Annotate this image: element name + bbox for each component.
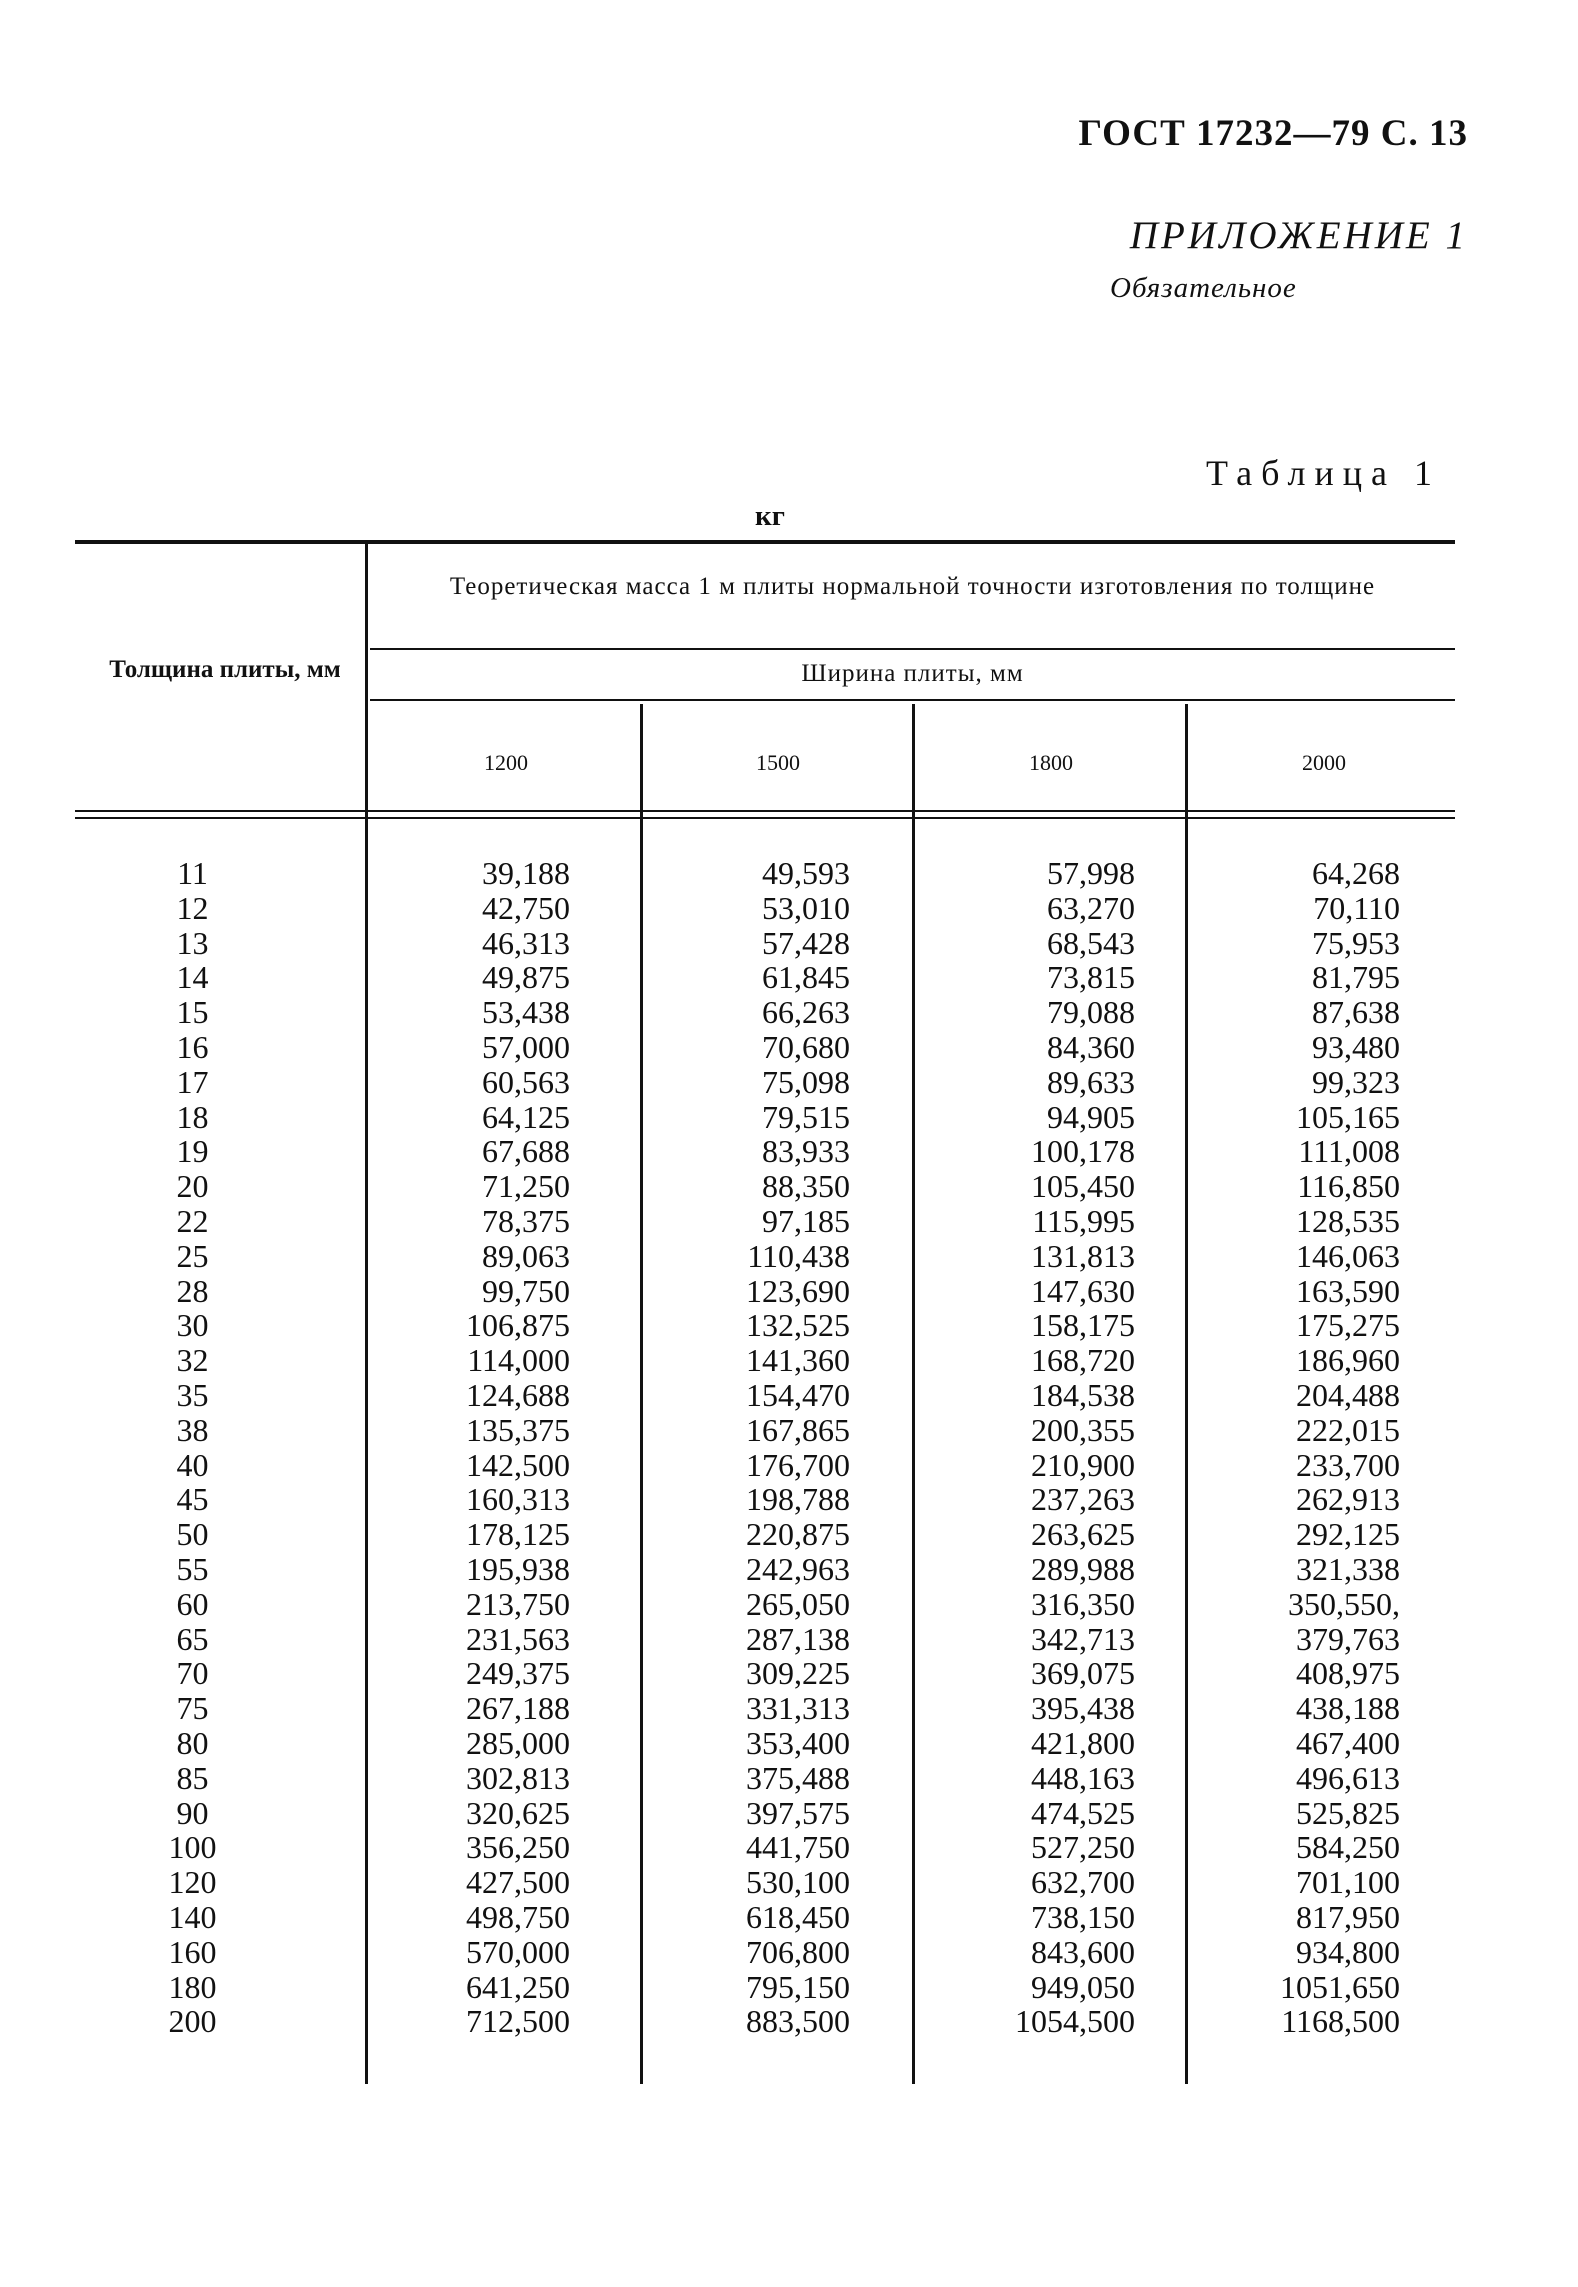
mass-cell: 331,313 — [746, 1690, 850, 1727]
thickness-cell: 18 — [176, 1098, 209, 1135]
thickness-cell: 25 — [176, 1237, 209, 1274]
mass-cell: 79,515 — [762, 1098, 850, 1135]
mass-cell: 1054,500 — [1015, 2003, 1135, 2040]
mass-cell: 204,488 — [1296, 1376, 1400, 1413]
thickness-cell: 180 — [168, 1968, 217, 2005]
mass-column-1200 — [370, 856, 570, 2039]
mass-cell: 158,175 — [1031, 1307, 1135, 1344]
mass-cell: 408,975 — [1296, 1655, 1400, 1692]
thickness-cell: 35 — [176, 1376, 209, 1413]
appendix-note: Обязательное — [1110, 272, 1297, 304]
mass-cell: 474,525 — [1031, 1794, 1135, 1831]
width-1200: 1200 — [484, 750, 528, 775]
mass-cell: 795,150 — [746, 1968, 850, 2005]
mass-cell: 42,750 — [482, 889, 570, 926]
mass-cell: 641,250 — [466, 1968, 570, 2005]
mass-cell: 147,630 — [1031, 1272, 1135, 1309]
mass-cell: 584,250 — [1296, 1829, 1400, 1866]
mass-cell: 61,845 — [762, 959, 850, 996]
mass-cell: 131,813 — [1031, 1237, 1135, 1274]
header-bottom-rule-2 — [75, 817, 1455, 819]
mass-cell: 949,050 — [1031, 1968, 1135, 2005]
thickness-cell: 32 — [176, 1342, 209, 1379]
mass-cell: 78,375 — [482, 1202, 570, 1239]
table-unit: кг — [755, 500, 785, 532]
thickness-cell: 100 — [168, 1829, 217, 1866]
mass-cell: 738,150 — [1031, 1898, 1135, 1935]
mass-cell: 57,000 — [482, 1028, 570, 1065]
mass-cell: 527,250 — [1031, 1829, 1135, 1866]
width-2000: 2000 — [1302, 750, 1346, 775]
mass-cell: 525,825 — [1296, 1794, 1400, 1831]
mass-cell: 84,360 — [1047, 1028, 1135, 1065]
mass-cell: 285,000 — [466, 1724, 570, 1761]
mass-cell: 83,933 — [762, 1133, 850, 1170]
group-header-rule — [370, 648, 1455, 650]
mass-cell: 289,988 — [1031, 1550, 1135, 1587]
mass-cell: 105,165 — [1296, 1098, 1400, 1135]
mass-cell: 1051,650 — [1280, 1968, 1400, 2005]
column-divider — [365, 544, 368, 2084]
mass-cell: 496,613 — [1296, 1759, 1400, 1796]
mass-cell: 67,688 — [482, 1133, 570, 1170]
thickness-cell: 65 — [176, 1620, 209, 1657]
mass-cell: 168,720 — [1031, 1342, 1135, 1379]
mass-cell: 441,750 — [746, 1829, 850, 1866]
thickness-cell: 12 — [176, 889, 209, 926]
mass-cell: 395,438 — [1031, 1690, 1135, 1727]
thickness-cell: 16 — [176, 1028, 209, 1065]
mass-cell: 100,178 — [1031, 1133, 1135, 1170]
thickness-cell: 17 — [176, 1063, 209, 1100]
mass-cell: 167,865 — [746, 1411, 850, 1448]
mass-cell: 632,700 — [1031, 1864, 1135, 1901]
mass-cell: 132,525 — [746, 1307, 850, 1344]
mass-cell: 198,788 — [746, 1481, 850, 1518]
mass-cell: 105,450 — [1031, 1168, 1135, 1205]
mass-cell: 57,998 — [1047, 855, 1135, 891]
thickness-column — [130, 856, 255, 2039]
mass-cell: 75,098 — [762, 1063, 850, 1100]
mass-cell: 1168,500 — [1281, 2003, 1400, 2040]
thickness-cell: 80 — [176, 1724, 209, 1761]
mass-cell: 320,625 — [466, 1794, 570, 1831]
mass-cell: 63,270 — [1047, 889, 1135, 926]
thickness-cell: 90 — [176, 1794, 209, 1831]
mass-cell: 66,263 — [762, 994, 850, 1031]
mass-cell: 397,575 — [746, 1794, 850, 1831]
mass-cell: 178,125 — [466, 1516, 570, 1553]
thickness-cell: 200 — [168, 2003, 217, 2040]
thickness-cell: 28 — [176, 1272, 209, 1309]
mass-cell: 64,125 — [482, 1098, 570, 1135]
thickness-cell: 75 — [176, 1690, 209, 1727]
mass-cell: 262,913 — [1296, 1481, 1400, 1518]
width-header: Ширина плиты, мм — [801, 660, 1024, 687]
mass-cell: 350,550, — [1288, 1585, 1400, 1622]
mass-cell: 379,763 — [1296, 1620, 1400, 1657]
column-divider — [640, 704, 643, 2084]
mass-column-1800 — [935, 856, 1135, 2039]
mass-cell: 64,268 — [1312, 855, 1400, 891]
thickness-cell: 14 — [176, 959, 209, 996]
mass-cell: 89,633 — [1047, 1063, 1135, 1100]
mass-cell: 200,355 — [1031, 1411, 1135, 1448]
mass-cell: 843,600 — [1031, 1933, 1135, 1970]
mass-cell: 142,500 — [466, 1446, 570, 1483]
thickness-cell: 20 — [176, 1168, 209, 1205]
width-1800: 1800 — [1029, 750, 1073, 775]
mass-cell: 195,938 — [466, 1550, 570, 1587]
mass-cell: 184,538 — [1031, 1376, 1135, 1413]
thickness-cell: 160 — [168, 1933, 217, 1970]
mass-cell: 213,750 — [466, 1585, 570, 1622]
mass-cell: 712,500 — [466, 2003, 570, 2040]
mass-cell: 175,275 — [1296, 1307, 1400, 1344]
mass-cell: 498,750 — [466, 1898, 570, 1935]
mass-cell: 267,188 — [466, 1690, 570, 1727]
mass-cell: 81,795 — [1312, 959, 1400, 996]
mass-cell: 701,100 — [1296, 1864, 1400, 1901]
mass-cell: 934,800 — [1296, 1933, 1400, 1970]
mass-cell: 222,015 — [1296, 1411, 1400, 1448]
row-header: Толщина плиты, мм — [109, 656, 341, 683]
mass-cell: 116,850 — [1297, 1168, 1400, 1205]
mass-cell: 75,953 — [1312, 924, 1400, 961]
page-header: ГОСТ 17232—79 С. 13 — [1078, 113, 1468, 154]
mass-cell: 89,063 — [482, 1237, 570, 1274]
mass-cell: 883,500 — [746, 2003, 850, 2040]
mass-cell: 176,700 — [746, 1446, 850, 1483]
width-1500: 1500 — [756, 750, 800, 775]
mass-cell: 448,163 — [1031, 1759, 1135, 1796]
mass-cell: 124,688 — [466, 1376, 570, 1413]
mass-cell: 302,813 — [466, 1759, 570, 1796]
mass-cell: 97,185 — [762, 1202, 850, 1239]
thickness-cell: 11 — [177, 855, 208, 891]
mass-cell: 53,010 — [762, 889, 850, 926]
header-bottom-rule-1 — [75, 810, 1455, 812]
mass-cell: 220,875 — [746, 1516, 850, 1553]
mass-cell: 46,313 — [482, 924, 570, 961]
thickness-cell: 19 — [176, 1133, 209, 1170]
column-divider — [912, 704, 915, 2084]
mass-cell: 160,313 — [466, 1481, 570, 1518]
mass-cell: 263,625 — [1031, 1516, 1135, 1553]
mass-cell: 237,263 — [1031, 1481, 1135, 1518]
mass-cell: 287,138 — [746, 1620, 850, 1657]
mass-cell: 438,188 — [1296, 1690, 1400, 1727]
mass-cell: 309,225 — [746, 1655, 850, 1692]
mass-cell: 249,375 — [466, 1655, 570, 1692]
mass-cell: 128,535 — [1296, 1202, 1400, 1239]
column-divider — [1185, 704, 1188, 2084]
mass-cell: 163,590 — [1296, 1272, 1400, 1309]
mass-cell: 210,900 — [1031, 1446, 1135, 1483]
mass-cell: 71,250 — [482, 1168, 570, 1205]
thickness-cell: 40 — [176, 1446, 209, 1483]
mass-cell: 570,000 — [466, 1933, 570, 1970]
mass-cell: 427,500 — [466, 1864, 570, 1901]
mass-cell: 233,700 — [1296, 1446, 1400, 1483]
mass-cell: 154,470 — [746, 1376, 850, 1413]
mass-cell: 39,188 — [482, 855, 570, 891]
mass-cell: 60,563 — [482, 1063, 570, 1100]
mass-cell: 88,350 — [762, 1168, 850, 1205]
mass-cell: 49,593 — [762, 855, 850, 891]
mass-cell: 292,125 — [1296, 1516, 1400, 1553]
mass-cell: 57,428 — [762, 924, 850, 961]
mass-cell: 530,100 — [746, 1864, 850, 1901]
mass-cell: 87,638 — [1312, 994, 1400, 1031]
mass-cell: 242,963 — [746, 1550, 850, 1587]
mass-cell: 123,690 — [746, 1272, 850, 1309]
mass-cell: 94,905 — [1047, 1098, 1135, 1135]
width-header-rule — [370, 699, 1455, 701]
mass-cell: 316,350 — [1031, 1585, 1135, 1622]
mass-cell: 135,375 — [466, 1411, 570, 1448]
group-header: Теоретическая масса 1 м плиты нормальной точности изготовления по толщине — [449, 573, 1376, 600]
thickness-cell: 22 — [176, 1202, 209, 1239]
thickness-cell: 70 — [176, 1655, 209, 1692]
mass-cell: 421,800 — [1031, 1724, 1135, 1761]
mass-cell: 68,543 — [1047, 924, 1135, 961]
mass-cell: 111,008 — [1298, 1133, 1400, 1170]
mass-cell: 79,088 — [1047, 994, 1135, 1031]
mass-cell: 356,250 — [466, 1829, 570, 1866]
mass-cell: 99,323 — [1312, 1063, 1400, 1100]
thickness-cell: 45 — [176, 1481, 209, 1518]
thickness-cell: 38 — [176, 1411, 209, 1448]
thickness-cell: 120 — [168, 1864, 217, 1901]
mass-cell: 706,800 — [746, 1933, 850, 1970]
mass-cell: 49,875 — [482, 959, 570, 996]
table-label: Таблица 1 — [1206, 453, 1441, 493]
mass-cell: 114,000 — [467, 1342, 570, 1379]
thickness-cell: 85 — [176, 1759, 209, 1796]
mass-cell: 70,110 — [1313, 889, 1400, 926]
thickness-cell: 15 — [176, 994, 209, 1031]
mass-cell: 342,713 — [1031, 1620, 1135, 1657]
mass-cell: 99,750 — [482, 1272, 570, 1309]
thickness-cell: 140 — [168, 1898, 217, 1935]
mass-cell: 93,480 — [1312, 1028, 1400, 1065]
mass-cell: 106,875 — [466, 1307, 570, 1344]
mass-cell: 141,360 — [746, 1342, 850, 1379]
mass-cell: 375,488 — [746, 1759, 850, 1796]
mass-cell: 115,995 — [1032, 1202, 1135, 1239]
thickness-cell: 50 — [176, 1516, 209, 1553]
mass-cell: 53,438 — [482, 994, 570, 1031]
mass-cell: 369,075 — [1031, 1655, 1135, 1692]
table-top-rule — [75, 540, 1455, 544]
mass-cell: 817,950 — [1296, 1898, 1400, 1935]
mass-cell: 618,450 — [746, 1898, 850, 1935]
thickness-cell: 60 — [176, 1585, 209, 1622]
mass-cell: 353,400 — [746, 1724, 850, 1761]
thickness-cell: 13 — [176, 924, 209, 961]
mass-cell: 70,680 — [762, 1028, 850, 1065]
thickness-cell: 55 — [176, 1550, 209, 1587]
mass-cell: 110,438 — [747, 1237, 850, 1274]
mass-cell: 186,960 — [1296, 1342, 1400, 1379]
mass-column-2000 — [1200, 856, 1400, 2039]
mass-cell: 321,338 — [1296, 1550, 1400, 1587]
mass-cell: 265,050 — [746, 1585, 850, 1622]
mass-cell: 146,063 — [1296, 1237, 1400, 1274]
mass-cell: 231,563 — [466, 1620, 570, 1657]
thickness-cell: 30 — [176, 1307, 209, 1344]
mass-column-1500 — [650, 856, 850, 2039]
mass-cell: 73,815 — [1047, 959, 1135, 996]
mass-cell: 467,400 — [1296, 1724, 1400, 1761]
appendix-title: ПРИЛОЖЕНИЕ 1 — [1129, 214, 1468, 257]
